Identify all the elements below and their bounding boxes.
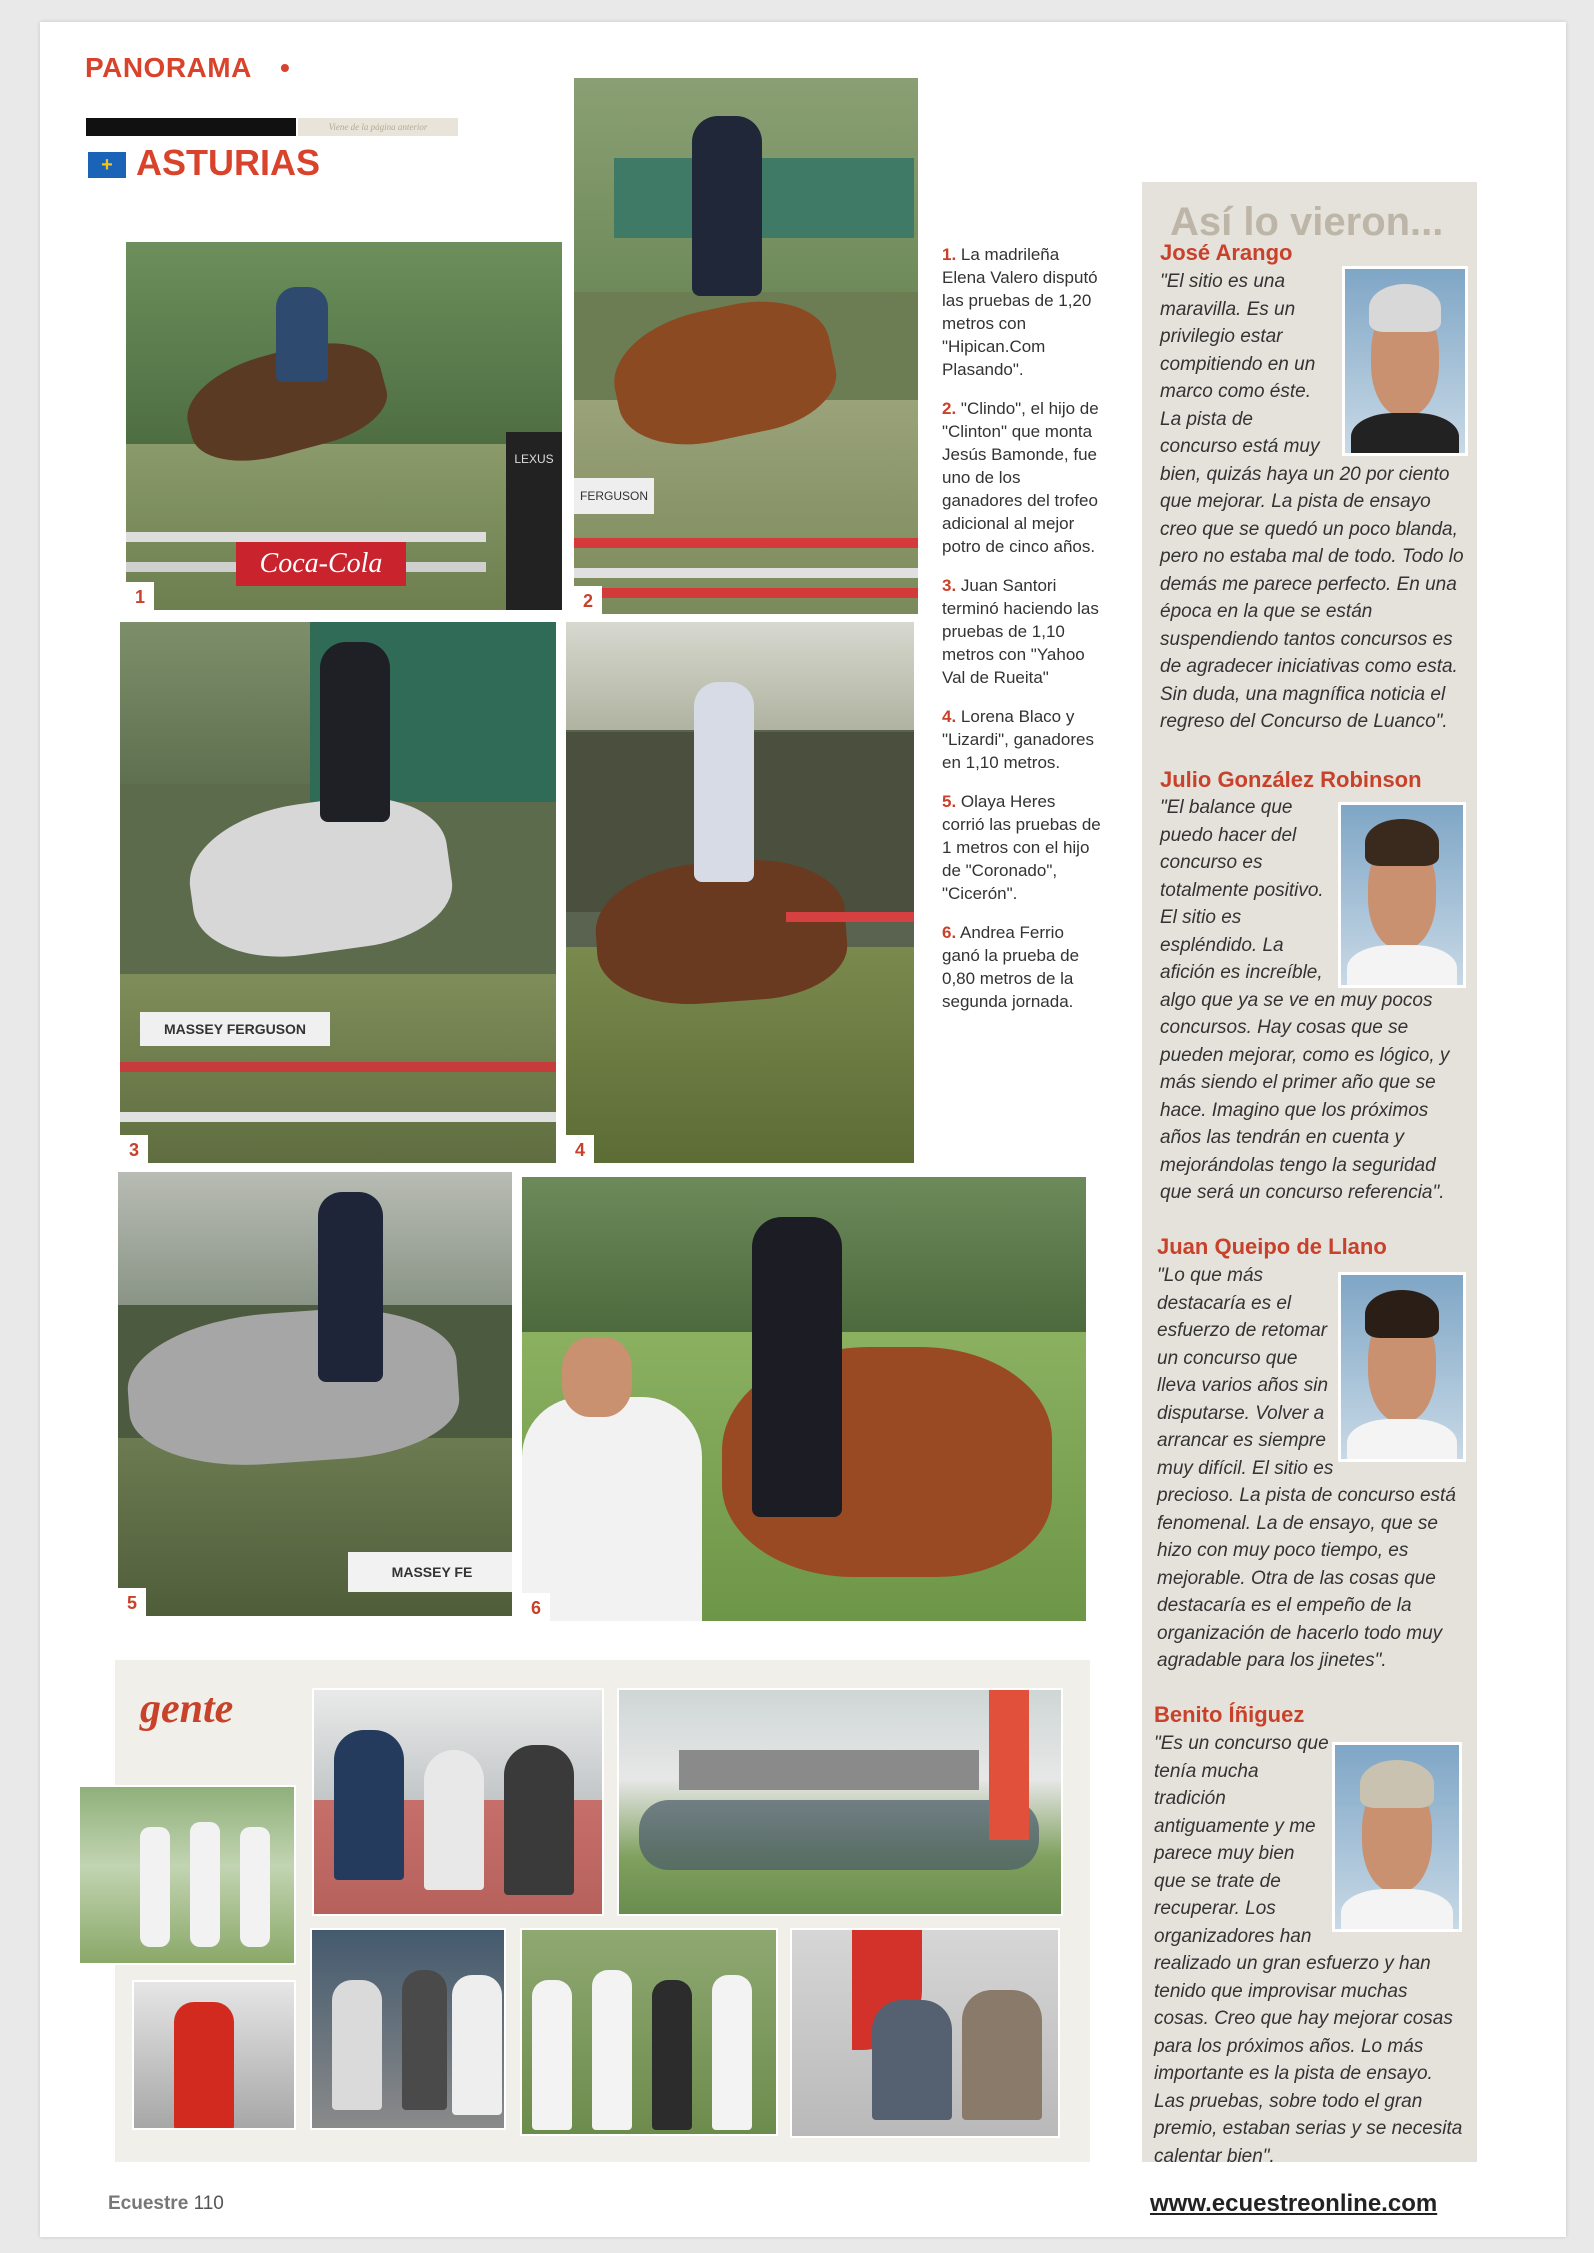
gente-photo-2: [132, 1980, 296, 2130]
gente-photo-7: [790, 1928, 1060, 2138]
gente-photo-4: [617, 1688, 1063, 1916]
quote-4: "Es un concurso que tenía mucha tradición antiguamente y me parece muy bien que se trate de recuperar. Los organizadores han realizado un gran esfuerzo y han tenido que improvisar muchas cosas. Creo que hay mejorar cosas para los próximos años. Lo más importante es la pista de ensayo. Las pruebas, sobre todo el gran premio, estaban serias y se necesita calentar bien".: [1154, 1733, 1463, 2167]
asturias-flag-icon: [88, 152, 126, 178]
photo-captions: [942, 243, 1102, 1029]
quote-3: "Lo que más destacaría es el esfuerzo de retomar un concurso que lleva varios años sin disputarse. Volver a arrancar es siempre muy difícil. El sitio es precioso. La pista de concurso está fenomenal. La de ensayo, que se hizo con muy poco tiempo, es mejorable. Otra de las cosas que destacaría es el empeño de la organización de hacerlo todo muy agradable para los jinetes".: [1157, 1265, 1456, 1671]
banner-lexus: LEXUS: [506, 432, 562, 612]
photo-5: [116, 1170, 514, 1618]
banner-massey-fe: MASSEY FE: [348, 1552, 514, 1592]
person-name-3: Juan Queipo de Llano: [1157, 1234, 1387, 1259]
person-name-2: Julio González Robinson: [1160, 767, 1422, 792]
banner-massey-ferguson: MASSEY FERGUSON: [140, 1012, 330, 1046]
gente-photo-3: [312, 1688, 604, 1916]
sidebar-opinions: [1142, 182, 1477, 2167]
photo-2: [572, 76, 920, 616]
footer-website-link[interactable]: www.ecuestreonline.com: [1150, 2190, 1438, 2217]
photo-3: [118, 620, 558, 1165]
gente-photo-5: [310, 1928, 506, 2130]
photo-4: [564, 620, 916, 1165]
photo-number: 5: [118, 1588, 146, 1616]
section-separator: •: [280, 52, 290, 83]
gente-photo-1: [78, 1785, 296, 1965]
person-name-4: Benito Íñiguez: [1154, 1702, 1305, 1727]
caption-3: 3. Juan Santori terminó haciendo las pruebas de 1,10 metros con "Yahoo Val de Rueita": [942, 576, 1099, 687]
photo-number: 2: [574, 586, 602, 614]
banner-cocacola: Coca-Cola: [236, 542, 406, 586]
caption-1: 1. La madrileña Elena Valero disputó las pruebas de 1,20 metros con "Hipican.Com Plasando".: [942, 245, 1098, 379]
quote-1: "El sitio es una maravilla. Es un privilegio estar compitiendo en un marco como éste. La pista de concurso está muy bien, quizás haya un 20 por ciento que mejorar. La pista de ensayo creo que se quedó un poco blanda, pero no estaba mal de todo. Todo lo demás me parece perfecto. En una época en la que se están suspendiendo tantos concursos es de agradecer iniciativas como esta. Sin duda, una magnífica noticia el regreso del Concurso de Luanco".: [1160, 271, 1464, 732]
footer-magazine: Ecuestre: [108, 2193, 189, 2214]
caption-4: 4. Lorena Blaco y "Lizardi", ganadores en 1,10 metros.: [942, 707, 1094, 772]
section-label: PANORAMA: [85, 52, 252, 83]
quote-2: "El balance que puedo hacer del concurso es totalmente positivo. El sitio es espléndido. La afición es increíble, algo que ya se ve en muy pocos concursos. Hay cosas que se pueden mejorar, como es lógico, y más siendo el primer año que se hace. Imagino que los próximos años las tendrán en cuenta y mejorándolas tengo la seguridad que será un concurso referencia".: [1160, 797, 1450, 1203]
photo-6: [520, 1175, 1088, 1623]
footer-page-info: [108, 2193, 224, 2215]
gente-label: gente: [140, 1686, 234, 1732]
person-name-1: José Arango: [1160, 240, 1293, 265]
caption-2: 2. "Clindo", el hijo de "Clinton" que monta Jesús Bamonde, fue uno de los ganadores del trofeo adicional al mejor potro de cinco años.: [942, 399, 1099, 556]
caption-6: 6. Andrea Ferrio ganó la prueba de 0,80 metros de la segunda jornada.: [942, 923, 1080, 1011]
sidebar-title: Así lo vieron...: [1170, 200, 1444, 244]
photo-number: 1: [126, 582, 154, 610]
footer-page-number: 110: [193, 2193, 224, 2214]
photo-1: [124, 240, 564, 612]
photo-number: 4: [566, 1135, 594, 1163]
photo-number: 3: [120, 1135, 148, 1163]
photo-number: 6: [522, 1593, 550, 1621]
cross-icon: +: [101, 154, 113, 176]
gente-photo-6: [520, 1928, 778, 2136]
header-bar: [86, 118, 296, 136]
continued-note: Viene de la página anterior: [298, 118, 458, 136]
banner-ferguson: FERGUSON: [574, 478, 654, 514]
caption-5: 5. Olaya Heres corrió las pruebas de 1 metros con el hijo de "Coronado", "Cicerón".: [942, 792, 1101, 903]
region-title: ASTURIAS: [136, 142, 321, 183]
